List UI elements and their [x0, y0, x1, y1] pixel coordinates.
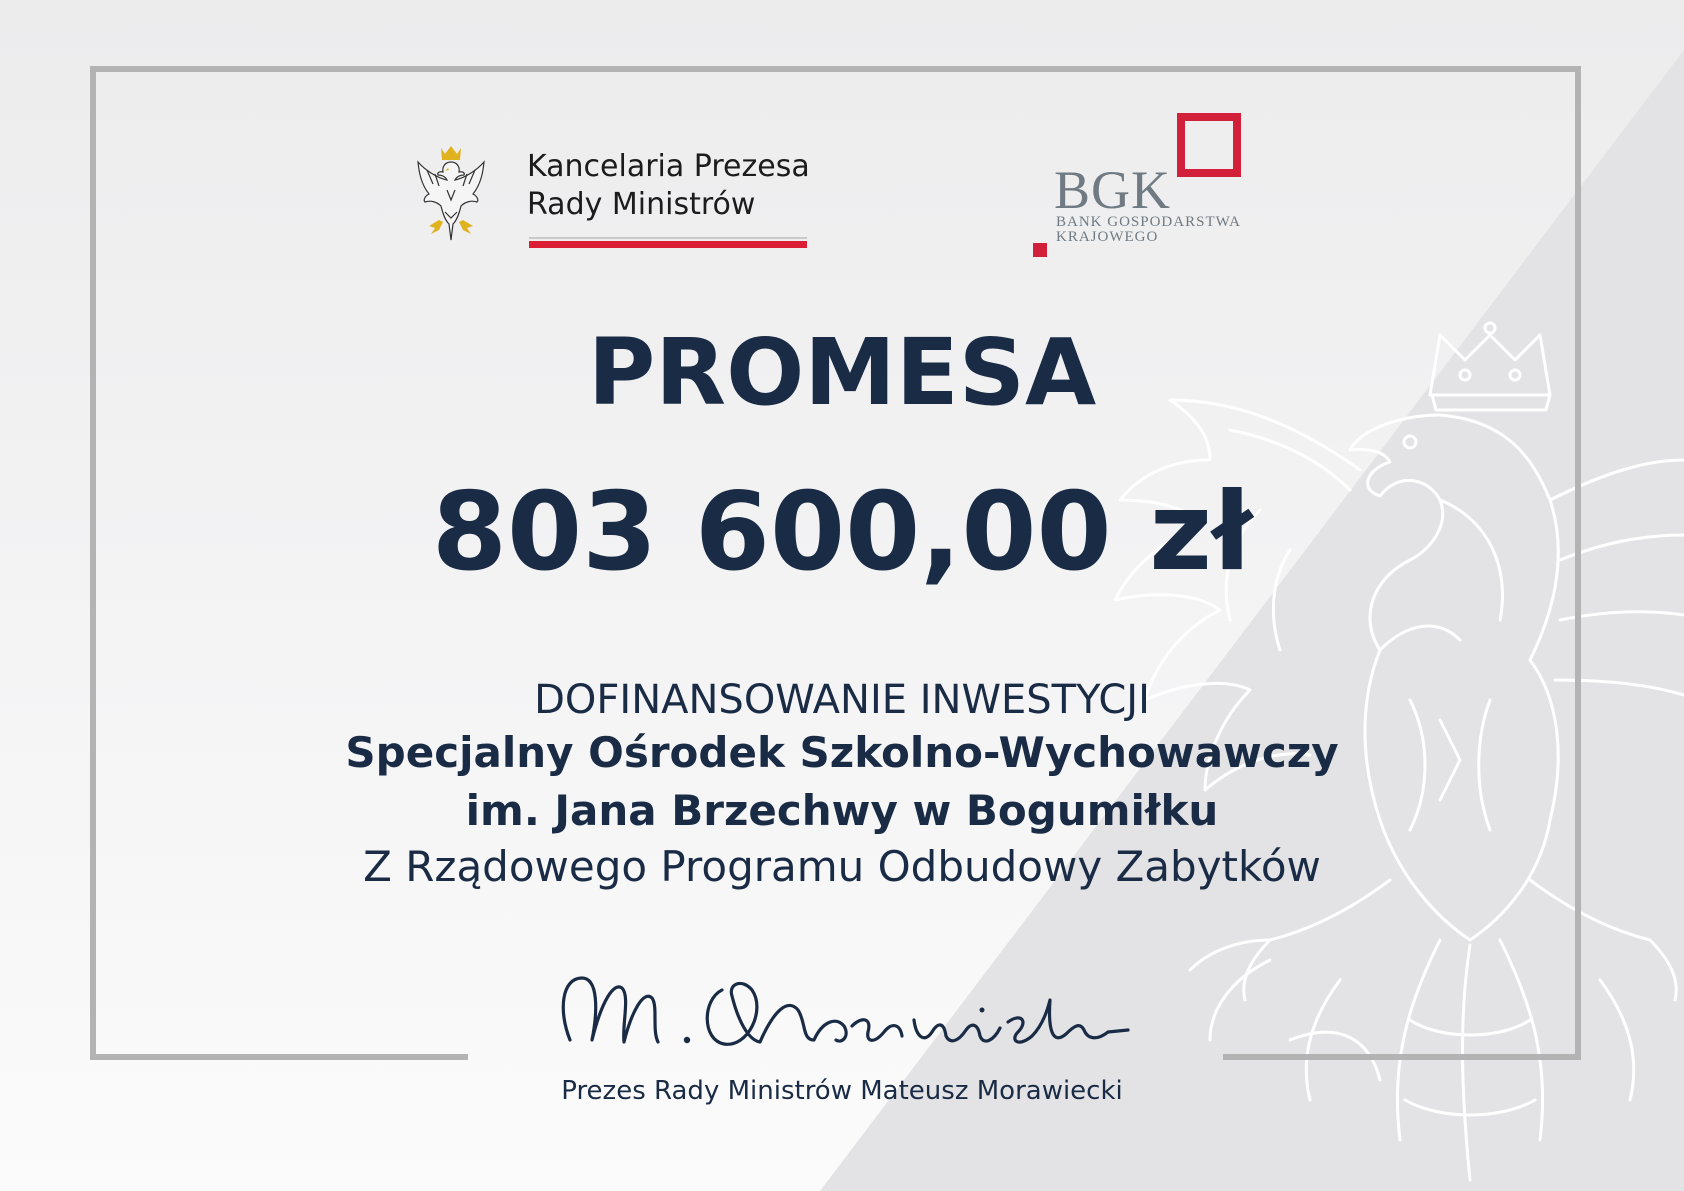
- kprm-divider-red: [529, 241, 807, 248]
- frame-bottom-left: [90, 1054, 468, 1060]
- program-name: Z Rządowego Programu Odbudowy Zabytków: [363, 842, 1321, 891]
- institution-name-line-2: im. Jana Brzechwy w Bogumiłku: [465, 786, 1219, 835]
- funding-label: DOFINANSOWANIE INWESTYCJI: [534, 677, 1150, 723]
- bgk-letters: BGK: [1054, 160, 1172, 220]
- bgk-subtitle: BANK GOSPODARSTWA KRAJOWEGO: [1056, 214, 1241, 245]
- polish-eagle-icon: [415, 140, 487, 248]
- frame-bottom-right: [1223, 1054, 1581, 1060]
- kprm-line-2: Rady Ministrów: [527, 187, 756, 222]
- institution-name-line-1: Specjalny Ośrodek Szkolno-Wychowawczy: [345, 728, 1339, 777]
- bgk-dot-icon: [1033, 243, 1047, 257]
- kprm-line-1: Kancelaria Prezesa: [527, 149, 810, 184]
- signer-name: Prezes Rady Ministrów Mateusz Morawiecki: [561, 1076, 1123, 1106]
- promise-amount: 803 600,00 zł: [431, 470, 1253, 595]
- frame-top: [90, 66, 1581, 72]
- bgk-square-icon: [1177, 113, 1241, 177]
- signature-image: [552, 970, 1132, 1070]
- document-title: PROMESA: [587, 319, 1097, 426]
- bgk-logo: [1030, 110, 1250, 260]
- kprm-divider-grey: [529, 237, 807, 239]
- kprm-logo: [415, 140, 815, 255]
